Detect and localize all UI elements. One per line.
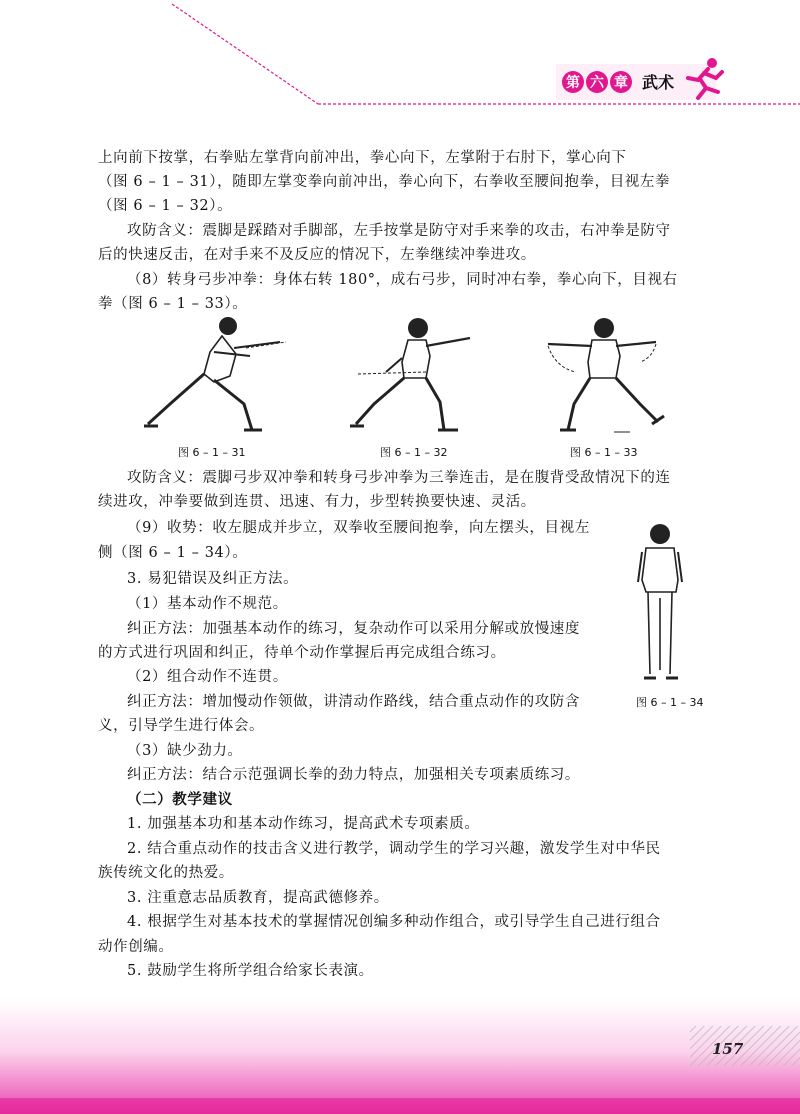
figure-6-1-31 xyxy=(140,312,300,437)
figure-6-1-32 xyxy=(340,312,490,437)
text-line: 义，引导学生进行体会。 xyxy=(98,718,265,734)
text-line: （图 6 – 1 – 31），随即左掌变拳向前冲出，拳心向下，右拳收至腰间抱拳，目视左拳 xyxy=(98,174,671,190)
runner-icon xyxy=(682,56,728,100)
text-line: 4. 根据学生对基本技术的掌握情况创编多种动作组合，或引导学生自己进行组合 xyxy=(127,914,661,930)
figure-caption-32: 图 6 – 1 – 32 xyxy=(380,446,448,459)
text-line: 3. 注重意志品质教育，提高武德修养。 xyxy=(127,890,389,906)
text-line: 纠正方法：加强基本动作的练习，复杂动作可以采用分解或放慢速度 xyxy=(127,621,580,637)
text-line: 上向前下按掌，右拳贴左掌背向前冲出，拳心向下，左掌附于右肘下，掌心向下 xyxy=(98,150,627,166)
text-line: 的方式进行巩固和纠正，待单个动作掌握后再完成组合练习。 xyxy=(98,645,506,661)
chapter-chip-1: 第 xyxy=(562,71,584,93)
text-line: 拳（图 6 – 1 – 33）。 xyxy=(98,296,248,312)
figure-6-1-34 xyxy=(632,520,692,686)
text-line: 攻防含义：震脚是踩踏对手脚部，左手按掌是防守对手来拳的攻击，右冲拳是防守 xyxy=(127,223,671,239)
footer-band xyxy=(0,1000,800,1114)
page-number: 157 xyxy=(712,1040,744,1058)
text-line: 动作创编。 xyxy=(98,939,174,955)
text-line: （2）组合动作不连贯。 xyxy=(127,669,288,685)
text-line: 后的快速反击，在对手来不及反应的情况下，左拳继续冲拳进攻。 xyxy=(98,247,536,263)
text-line: 2. 结合重点动作的技击含义进行教学，调动学生的学习兴趣，激发学生对中华民 xyxy=(127,841,661,857)
text-line: （3）缺少劲力。 xyxy=(127,743,243,759)
text-line: 5. 鼓励学生将所学组合给家长表演。 xyxy=(127,963,374,979)
text-line: 纠正方法：结合示范强调长拳的劲力特点，加强相关专项素质练习。 xyxy=(127,767,580,783)
figure-6-1-33 xyxy=(540,312,690,437)
figure-caption-33: 图 6 – 1 – 33 xyxy=(570,446,638,459)
text-line: 续进攻，冲拳要做到连贯、迅速、有力，步型转换要快速、灵活。 xyxy=(98,494,536,510)
text-line: 族传统文化的热爱。 xyxy=(98,865,234,881)
text-line: 攻防含义：震脚弓步双冲拳和转身弓步冲拳为三拳连击，是在腹背受敌情况下的连 xyxy=(127,470,671,486)
chapter-chip-3: 章 xyxy=(610,71,632,93)
figure-caption-34: 图 6 – 1 – 34 xyxy=(636,696,704,709)
text-line: 1. 加强基本功和基本动作练习，提高武术专项素质。 xyxy=(127,816,480,832)
figure-caption-31: 图 6 – 1 – 31 xyxy=(178,446,246,459)
section-heading: （二）教学建议 xyxy=(127,792,233,808)
text-line: （8）转身弓步冲拳：身体右转 180°，成右弓步，同时冲右拳，拳心向下，目视右 xyxy=(127,272,678,288)
text-line: 纠正方法：增加慢动作领做，讲清动作路线，结合重点动作的攻防含 xyxy=(127,694,580,710)
text-line: 侧（图 6 – 1 – 34）。 xyxy=(98,545,248,561)
header-decoration xyxy=(0,0,800,120)
chapter-header xyxy=(562,70,674,93)
chapter-chip-2: 六 xyxy=(586,71,608,93)
text-line: （1）基本动作不规范。 xyxy=(127,596,288,612)
text-line: （图 6 – 1 – 32）。 xyxy=(98,198,233,214)
text-line: 3. 易犯错误及纠正方法。 xyxy=(127,571,299,587)
text-line: （9）收势：收左腿成并步立，双拳收至腰间抱拳，向左摆头，目视左 xyxy=(127,520,590,536)
chapter-name: 武术 xyxy=(642,73,675,92)
